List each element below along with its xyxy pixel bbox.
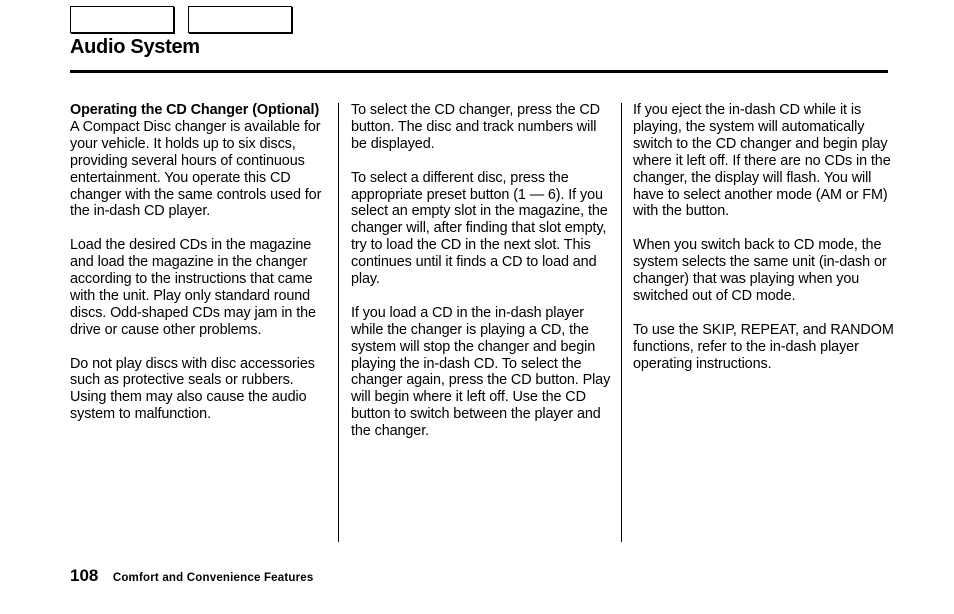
text-column-2 [351,102,613,457]
text-column-3 [633,102,895,389]
column-divider-2 [621,103,622,542]
section-name: Comfort and Convenience Features [112,572,314,584]
paragraph: If you eject the in-dash CD while it is playing, the system will automatically switch to the CD changer and begin play where it left off. If there are no CDs in the changer, the display will flash. You will have to select another mode (AM or FM) with the button. [633,102,891,220]
title-rule [70,70,888,73]
page-footer [70,566,314,586]
header-tab-box-right [188,6,292,33]
paragraph: A Compact Disc changer is available for your vehicle. It holds up to six discs, providing several hours of continuous entertainment. You operate this CD changer with the same controls used for the in-dash CD player. [70,118,322,220]
paragraph: To use the SKIP, REPEAT, and RANDOM functions, refer to the in-dash player operating instructions. [633,321,894,372]
paragraph: To select the CD changer, press the CD button. The disc and track numbers will be displayed. [351,102,600,152]
page-title: Audio System [70,36,200,58]
paragraph: Do not play discs with disc accessories such as protective seals or rubbers. Using them may also cause the audio system to malfunction. [70,355,315,423]
section-heading: Operating the CD Changer (Optional) [70,102,320,118]
paragraph: If you load a CD in the in-dash player while the changer is playing a CD, the system will stop the changer and begin playing the in-dash CD. To select the changer again, press the CD button. Play will begin where it left off. Use the CD button to switch between the player and the changer. [351,304,611,440]
page-number: 108 [70,566,99,585]
column-divider-1 [338,103,339,542]
paragraph: When you switch back to CD mode, the system selects the same unit (in-dash or changer) that was playing when you switched out of CD mode. [633,237,887,304]
header-tab-box-left [70,6,174,33]
text-column-1 [70,102,332,440]
paragraph: Load the desired CDs in the magazine and load the magazine in the changer according to the instructions that came with the unit. Play only standard round discs. Odd-shaped CDs may jam in the drive or cause other problems. [70,237,316,338]
paragraph: To select a different disc, press the appropriate preset button (1 — 6). If you select an empty slot in the magazine, the changer will, after finding that slot empty, try to load the CD in the next slot. This continues until it finds a CD to load and play. [351,169,608,288]
